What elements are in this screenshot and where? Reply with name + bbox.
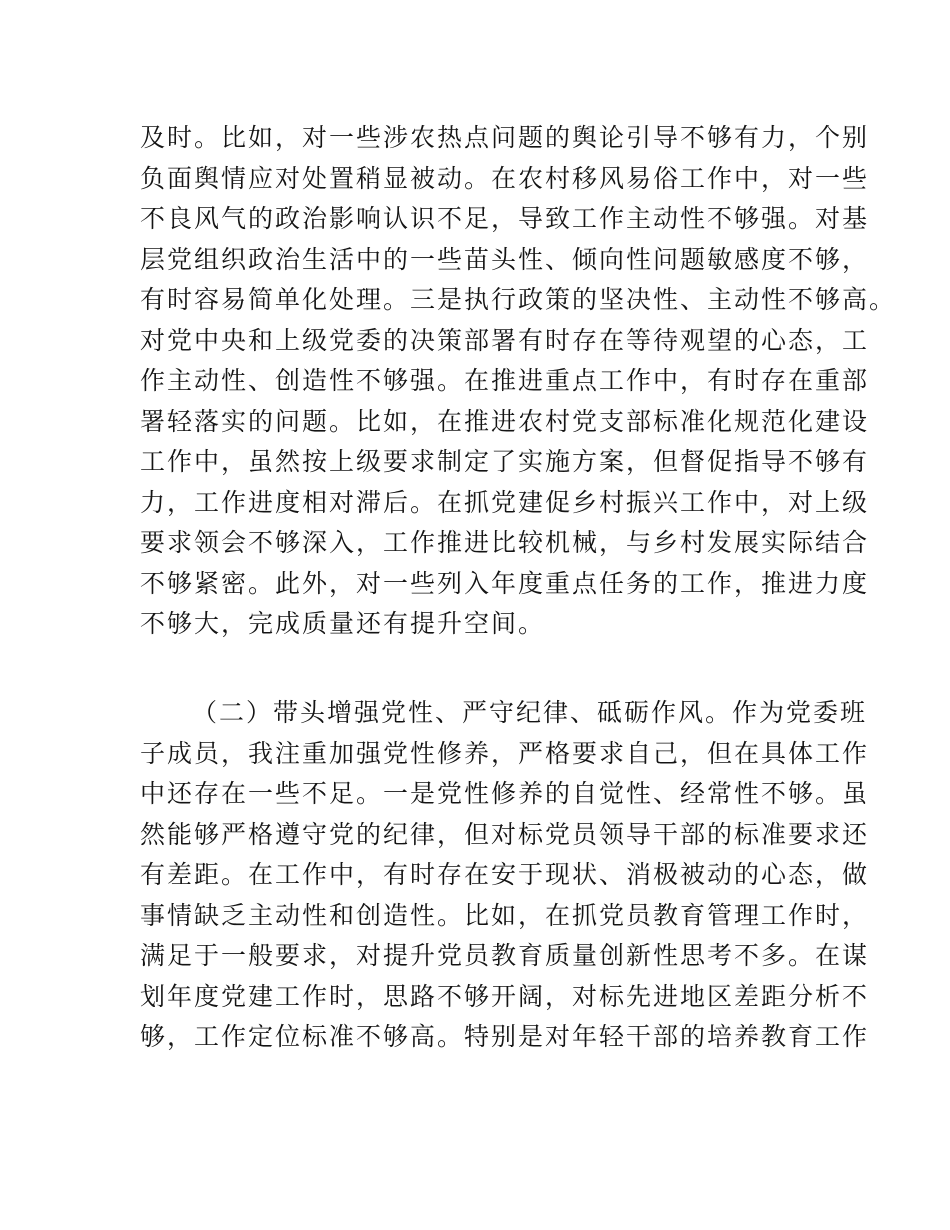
text-line: 然能够严格遵守党的纪律，但对标党员领导干部的标准要求还 — [140, 819, 870, 849]
text-line: 子成员，我注重加强党性修养，严格要求自己，但在具体工作 — [140, 738, 870, 768]
text-line: 不够紧密。此外，对一些列入年度重点任务的工作，推进力度 — [140, 568, 870, 598]
paragraph-section-two — [140, 693, 870, 1058]
paragraph-continuation — [140, 118, 897, 645]
text-line: 及时。比如，对一些涉农热点问题的舆论引导不够有力，个别 — [140, 123, 870, 152]
text-line: 力，工作进度相对滞后。在抓党建促乡村振兴工作中，对上级 — [140, 487, 870, 517]
text-line: 事情缺乏主动性和创造性。比如，在抓党员教育管理工作时， — [140, 900, 870, 930]
text-line: 不良风气的政治影响认识不足，导致工作主动性不够强。对基 — [140, 204, 870, 233]
text-line: 对党中央和上级党委的决策部署有时存在等待观望的心态，工 — [140, 325, 870, 355]
text-line: 负面舆情应对处置稍显被动。在农村移风易俗工作中，对一些 — [140, 163, 870, 193]
text-line: 工作中，虽然按上级要求制定了实施方案，但督促指导不够有 — [140, 447, 870, 476]
section-heading-line: （二）带头增强党性、严守纪律、砥砺作风。作为党委班 — [192, 698, 868, 727]
text-line: 有差距。在工作中，有时存在安于现状、消极被动的心态，做 — [140, 860, 870, 889]
text-line: 中还存在一些不足。一是党性修养的自觉性、经常性不够。虽 — [140, 779, 870, 808]
text-line: 满足于一般要求，对提升党员教育质量创新性思考不多。在谋 — [140, 941, 870, 970]
text-line: 不够大，完成质量还有提升空间。 — [140, 609, 546, 638]
text-line: 有时容易简单化处理。三是执行政策的坚决性、主动性不够高。 — [140, 285, 897, 314]
text-line: 要求领会不够深入，工作推进比较机械，与乡村发展实际结合 — [140, 528, 870, 557]
text-line: 署轻落实的问题。比如，在推进农村党支部标准化规范化建设 — [140, 406, 870, 436]
text-line: 划年度党建工作时，思路不够开阔，对标先进地区差距分析不 — [140, 981, 870, 1011]
text-line: 作主动性、创造性不够强。在推进重点工作中，有时存在重部 — [140, 366, 870, 395]
text-line: 够，工作定位标准不够高。特别是对年轻干部的培养教育工作 — [140, 1022, 870, 1051]
text-line: 层党组织政治生活中的一些苗头性、倾向性问题敏感度不够， — [140, 244, 870, 274]
